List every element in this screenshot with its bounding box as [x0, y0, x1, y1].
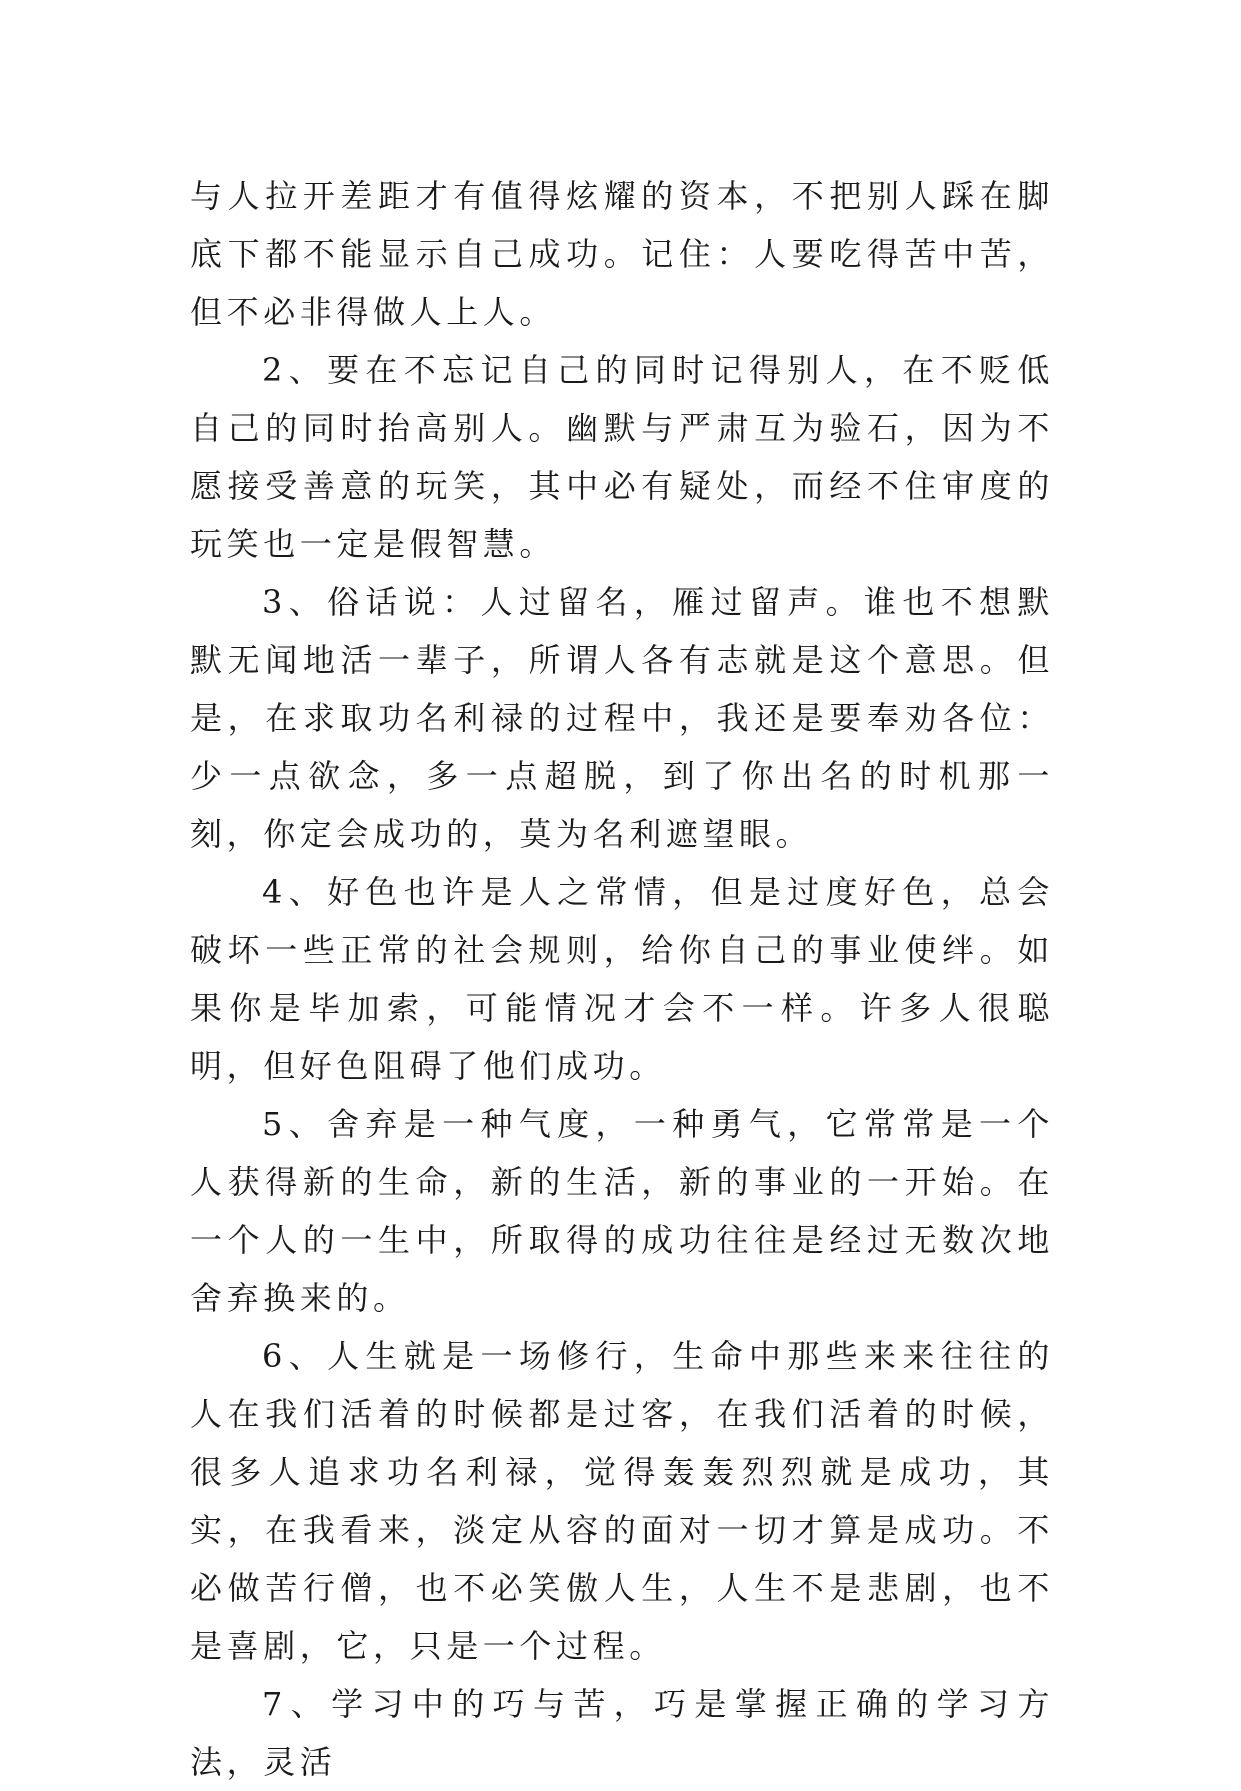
paragraph-5: 5、舍弃是一种气度，一种勇气，它常常是一个人获得新的生命，新的生活，新的事业的一开始。在一个人的一生中，所取得的成功往往是经过无数次地舍弃换来的。	[190, 1105, 1054, 1317]
paragraph-2: 2、要在不忘记自己的同时记得别人，在不贬低自己的同时抬高别人。幽默与严肃互为验石，因为不愿接受善意的玩笑，其中必有疑处，而经不住审度的玩笑也一定是假智慧。	[190, 351, 1054, 563]
paragraph-7: 7、学习中的巧与苦，巧是掌握正确的学习方法，灵活	[190, 1685, 1054, 1781]
document-body	[190, 167, 1054, 1791]
paragraph-6: 6、人生就是一场修行，生命中那些来来往往的人在我们活着的时候都是过客，在我们活着的时候，很多人追求功名利禄，觉得轰轰烈烈就是成功，其实，在我看来，淡定从容的面对一切才算是成功。不必做苦行僧，也不必笑傲人生，人生不是悲剧，也不是喜剧，它，只是一个过程。	[190, 1337, 1054, 1665]
paragraph-1: 与人拉开差距才有值得炫耀的资本，不把别人踩在脚底下都不能显示自己成功。记住：人要吃得苦中苦，但不必非得做人上人。	[190, 177, 1054, 331]
paragraph-4: 4、好色也许是人之常情，但是过度好色，总会破坏一些正常的社会规则，给你自己的事业使绊。如果你是毕加索，可能情况才会不一样。许多人很聪明，但好色阻碍了他们成功。	[190, 873, 1054, 1085]
paragraph-3: 3、俗话说：人过留名，雁过留声。谁也不想默默无闻地活一辈子，所谓人各有志就是这个意思。但是，在求取功名利禄的过程中，我还是要奉劝各位：少一点欲念，多一点超脱，到了你出名的时机那一刻，你定会成功的，莫为名利遮望眼。	[190, 583, 1054, 853]
